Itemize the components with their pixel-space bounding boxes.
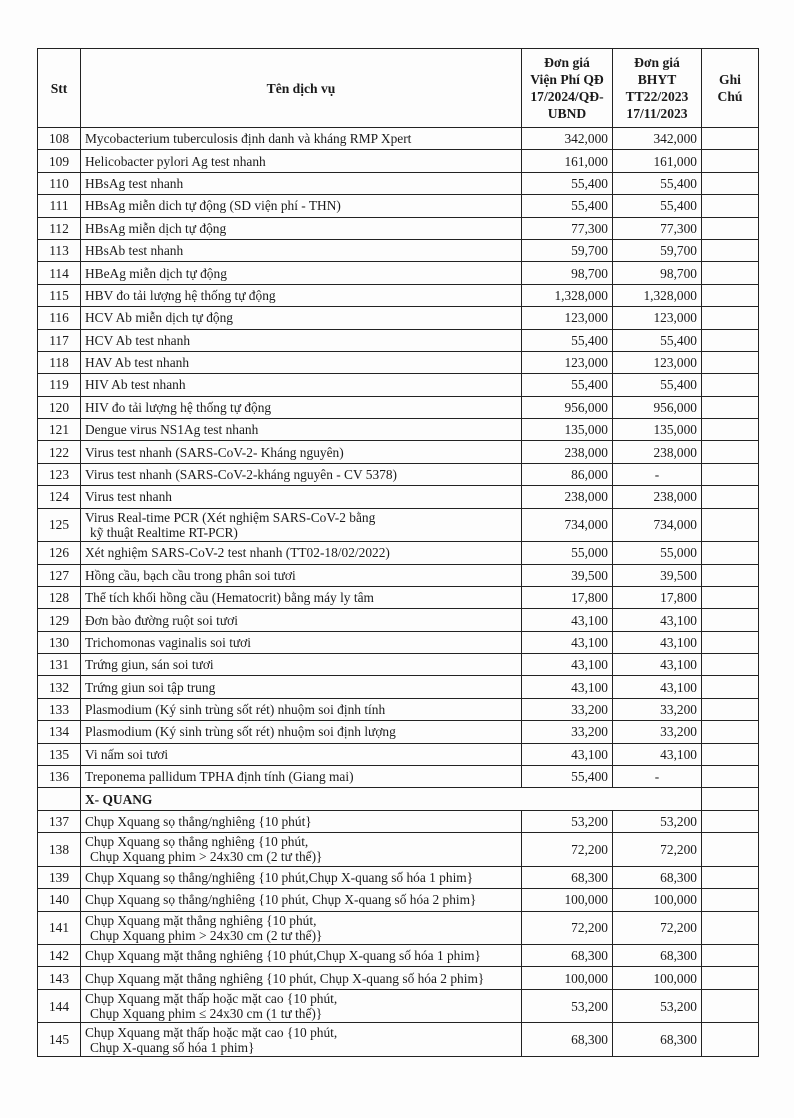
row-note [702, 217, 759, 239]
row-note [702, 351, 759, 373]
row-service-name [81, 743, 522, 765]
row-price-vienphi: 55,400 [522, 766, 613, 788]
row-note [702, 676, 759, 698]
row-note [702, 609, 759, 631]
row-service-name [81, 609, 522, 631]
row-price-bhyt: 734,000 [613, 508, 702, 542]
row-price-vienphi: 55,400 [522, 329, 613, 351]
row-price-vienphi: 55,000 [522, 542, 613, 564]
table-row [38, 172, 759, 194]
row-price-bhyt: 53,200 [613, 810, 702, 832]
row-service-name [81, 374, 522, 396]
row-stt: 119 [38, 374, 81, 396]
row-note [702, 262, 759, 284]
service-name-line1: Plasmodium (Ký sinh trùng sốt rét) nhuộm soi định tính [85, 702, 386, 718]
row-service-name [81, 698, 522, 720]
row-service-name [81, 676, 522, 698]
row-price-vienphi: 123,000 [522, 351, 613, 373]
row-note [702, 329, 759, 351]
table-row [38, 743, 759, 765]
row-stt: 129 [38, 609, 81, 631]
service-price-table [37, 48, 759, 1057]
service-name-line1: Mycobacterium tuberculosis định danh và kháng RMP Xpert [85, 131, 412, 147]
row-stt: 144 [38, 989, 81, 1023]
row-stt: 126 [38, 542, 81, 564]
row-price-bhyt: 100,000 [613, 967, 702, 989]
row-note [702, 564, 759, 586]
table-body [38, 128, 759, 1057]
row-service-name [81, 654, 522, 676]
row-note [702, 508, 759, 542]
service-name-line1: Chụp Xquang sọ thẳng/nghiêng {10 phút, Chụp X-quang số hóa 2 phim} [85, 892, 477, 908]
row-stt: 115 [38, 284, 81, 306]
table-row [38, 967, 759, 989]
service-name-line1: Treponema pallidum TPHA định tính (Giang mai) [85, 769, 354, 785]
service-name-line1: Virus test nhanh [85, 489, 172, 505]
row-note [702, 698, 759, 720]
row-stt: 114 [38, 262, 81, 284]
row-price-vienphi: 86,000 [522, 463, 613, 485]
header-line: 17/11/2023 [626, 106, 688, 121]
row-price-vienphi: 123,000 [522, 307, 613, 329]
table-row [38, 374, 759, 396]
service-name-line1: Thể tích khối hồng cầu (Hematocrit) bằng máy ly tâm [85, 590, 374, 606]
row-service-name [81, 396, 522, 418]
service-name-line1: Chụp Xquang mặt thấp hoặc mặt cao {10 phút, [85, 1024, 338, 1040]
table-row [38, 810, 759, 832]
row-price-bhyt: 17,800 [613, 586, 702, 608]
row-service-name [81, 486, 522, 508]
row-stt: 145 [38, 1023, 81, 1057]
table-row [38, 676, 759, 698]
row-price-vienphi: 68,300 [522, 866, 613, 888]
service-name-line1: HCV Ab test nhanh [85, 332, 191, 348]
row-price-vienphi: 72,200 [522, 833, 613, 867]
row-price-bhyt: 33,200 [613, 698, 702, 720]
row-price-bhyt: 98,700 [613, 262, 702, 284]
table-row [38, 284, 759, 306]
row-price-bhyt: 55,000 [613, 542, 702, 564]
service-name-line1: HIV đo tải lượng hệ thống tự động [85, 399, 272, 415]
service-name-line1: Đơn bào đường ruột soi tươi [85, 612, 238, 628]
row-price-bhyt: 43,100 [613, 743, 702, 765]
row-service-name [81, 351, 522, 373]
row-service-name [81, 128, 522, 150]
row-stt: 138 [38, 833, 81, 867]
row-price-bhyt: 43,100 [613, 609, 702, 631]
row-stt: 110 [38, 172, 81, 194]
row-service-name [81, 631, 522, 653]
row-note [702, 866, 759, 888]
table-row [38, 239, 759, 261]
row-price-bhyt: 55,400 [613, 374, 702, 396]
table-row [38, 217, 759, 239]
row-note [702, 989, 759, 1023]
row-stt: 120 [38, 396, 81, 418]
service-name-line2: Chụp Xquang phim > 24x30 cm (2 tư thế)} [90, 849, 323, 865]
row-stt: 123 [38, 463, 81, 485]
row-service-name [81, 967, 522, 989]
row-service-name [81, 195, 522, 217]
service-name-line1: HBeAg miễn dịch tự động [85, 265, 227, 281]
table-row [38, 262, 759, 284]
row-price-bhyt: 238,000 [613, 486, 702, 508]
table-header-row [38, 49, 759, 128]
header-line: BHYT [637, 72, 677, 87]
row-price-bhyt: 53,200 [613, 989, 702, 1023]
row-price-vienphi: 68,300 [522, 945, 613, 967]
row-stt: 118 [38, 351, 81, 373]
service-name-line1: HIV Ab test nhanh [85, 377, 186, 393]
service-name-line2: Chụp X-quang số hóa 1 phim} [90, 1039, 255, 1055]
row-price-bhyt: 123,000 [613, 351, 702, 373]
table-row [38, 564, 759, 586]
row-stt: 108 [38, 128, 81, 150]
header-price-bhyt [613, 49, 702, 128]
row-price-bhyt: 55,400 [613, 172, 702, 194]
row-note [702, 833, 759, 867]
table-row [38, 128, 759, 150]
row-note [702, 307, 759, 329]
row-price-vienphi: 59,700 [522, 239, 613, 261]
row-price-bhyt: - [613, 766, 702, 788]
row-stt: 116 [38, 307, 81, 329]
section-title: X- QUANG [81, 788, 702, 810]
row-note [702, 631, 759, 653]
row-note [702, 967, 759, 989]
row-price-vienphi: 39,500 [522, 564, 613, 586]
header-note [702, 49, 759, 128]
row-stt: 134 [38, 721, 81, 743]
row-stt: 113 [38, 239, 81, 261]
table-row [38, 698, 759, 720]
row-stt: 141 [38, 911, 81, 945]
service-name-line1: HBsAb test nhanh [85, 243, 184, 259]
row-service-name [81, 911, 522, 945]
header-line: Viện Phí QĐ [530, 72, 604, 87]
service-name-line1: Chụp Xquang mặt thẳng nghiêng {10 phút,Chụp X-quang số hóa 1 phim} [85, 948, 481, 964]
row-stt: 112 [38, 217, 81, 239]
table-row [38, 866, 759, 888]
row-price-bhyt: 72,200 [613, 911, 702, 945]
row-stt: 124 [38, 486, 81, 508]
header-line: 17/2024/QĐ- [530, 89, 604, 104]
row-price-vienphi: 956,000 [522, 396, 613, 418]
service-name-line1: HCV Ab miễn dịch tự động [85, 310, 233, 326]
row-price-bhyt: 135,000 [613, 419, 702, 441]
row-stt: 132 [38, 676, 81, 698]
row-note [702, 810, 759, 832]
row-service-name [81, 262, 522, 284]
row-stt: 130 [38, 631, 81, 653]
table-row [38, 766, 759, 788]
service-name-line1: Chụp Xquang sọ thẳng/nghiêng {10 phút} [85, 814, 312, 830]
row-price-bhyt: 55,400 [613, 329, 702, 351]
row-price-bhyt: 68,300 [613, 1023, 702, 1057]
row-price-bhyt: 43,100 [613, 676, 702, 698]
row-price-vienphi: 43,100 [522, 609, 613, 631]
header-price-vienphi [522, 49, 613, 128]
row-price-vienphi: 55,400 [522, 172, 613, 194]
row-price-vienphi: 43,100 [522, 676, 613, 698]
row-note [702, 743, 759, 765]
row-price-bhyt: 238,000 [613, 441, 702, 463]
table-row [38, 419, 759, 441]
table-row [38, 486, 759, 508]
row-stt: 136 [38, 766, 81, 788]
row-price-vienphi: 238,000 [522, 441, 613, 463]
row-note [702, 486, 759, 508]
row-price-bhyt: 342,000 [613, 128, 702, 150]
row-price-bhyt: 43,100 [613, 631, 702, 653]
row-price-vienphi: 100,000 [522, 967, 613, 989]
service-name-line1: Dengue virus NS1Ag test nhanh [85, 422, 259, 438]
row-note [702, 654, 759, 676]
table-row [38, 654, 759, 676]
table-row [38, 911, 759, 945]
row-stt: 140 [38, 889, 81, 911]
row-note [702, 889, 759, 911]
row-stt: 135 [38, 743, 81, 765]
row-service-name [81, 889, 522, 911]
row-service-name [81, 172, 522, 194]
row-service-name [81, 329, 522, 351]
row-service-name [81, 866, 522, 888]
service-name-line1: Chụp Xquang sọ thẳng/nghiêng {10 phút,Chụp X-quang số hóa 1 phim} [85, 869, 474, 885]
row-service-name [81, 810, 522, 832]
row-service-name [81, 721, 522, 743]
row-note [702, 1023, 759, 1057]
row-note [702, 172, 759, 194]
row-service-name [81, 419, 522, 441]
service-name-line1: Helicobacter pylori Ag test nhanh [85, 153, 266, 169]
row-price-bhyt: 59,700 [613, 239, 702, 261]
service-name-line1: Chụp Xquang mặt thẳng nghiêng {10 phút, Chụp X-quang số hóa 2 phim} [85, 970, 485, 986]
table-row [38, 989, 759, 1023]
row-stt: 125 [38, 508, 81, 542]
service-name-line1: Trứng giun soi tập trung [85, 679, 216, 695]
row-price-bhyt: 72,200 [613, 833, 702, 867]
service-name-line1: Trứng giun, sán soi tươi [85, 657, 214, 673]
service-name-line2: Chụp Xquang phim ≤ 24x30 cm (1 tư thế)} [90, 1006, 323, 1022]
header-line: Đơn giá [544, 55, 590, 70]
row-service-name [81, 766, 522, 788]
row-stt: 131 [38, 654, 81, 676]
row-price-vienphi: 55,400 [522, 374, 613, 396]
section-note-empty [702, 788, 759, 810]
row-price-bhyt: 55,400 [613, 195, 702, 217]
row-price-vienphi: 17,800 [522, 586, 613, 608]
header-line: TT22/2023 [625, 89, 689, 104]
row-price-vienphi: 342,000 [522, 128, 613, 150]
row-price-vienphi: 53,200 [522, 810, 613, 832]
row-service-name [81, 508, 522, 542]
row-note [702, 284, 759, 306]
row-price-bhyt: 123,000 [613, 307, 702, 329]
row-service-name [81, 239, 522, 261]
service-name-line1: HAV Ab test nhanh [85, 355, 190, 371]
row-note [702, 419, 759, 441]
row-note [702, 945, 759, 967]
row-service-name [81, 1023, 522, 1057]
header-line: Chú [717, 89, 743, 104]
row-price-bhyt: 43,100 [613, 654, 702, 676]
row-price-vienphi: 1,328,000 [522, 284, 613, 306]
row-price-bhyt: 68,300 [613, 945, 702, 967]
table-row [38, 195, 759, 217]
service-name-line1: Virus test nhanh (SARS-CoV-2- Kháng nguyên) [85, 444, 344, 460]
row-stt: 109 [38, 150, 81, 172]
row-price-bhyt: 77,300 [613, 217, 702, 239]
row-stt: 137 [38, 810, 81, 832]
row-note [702, 441, 759, 463]
service-name-line1: Chụp Xquang mặt thẳng nghiêng {10 phút, [85, 912, 317, 928]
service-name-line1: Chụp Xquang mặt thấp hoặc mặt cao {10 phút, [85, 991, 338, 1007]
service-name-line1: HBsAg miễn dịch tự động [85, 220, 227, 236]
table-row [38, 542, 759, 564]
table-row [38, 463, 759, 485]
row-price-bhyt: 956,000 [613, 396, 702, 418]
row-note [702, 396, 759, 418]
row-price-vienphi: 77,300 [522, 217, 613, 239]
row-note [702, 374, 759, 396]
service-name-line1: Trichomonas vaginalis soi tươi [85, 634, 251, 650]
row-price-vienphi: 734,000 [522, 508, 613, 542]
header-line: UBND [547, 106, 587, 121]
row-price-vienphi: 43,100 [522, 654, 613, 676]
row-price-bhyt: 33,200 [613, 721, 702, 743]
service-name-line1: HBsAg test nhanh [85, 175, 184, 191]
row-note [702, 195, 759, 217]
table-row [38, 150, 759, 172]
row-note [702, 239, 759, 261]
header-service-name: Tên dịch vụ [81, 49, 522, 128]
row-service-name [81, 989, 522, 1023]
row-stt: 139 [38, 866, 81, 888]
table-row [38, 307, 759, 329]
service-name-line1: Vi nấm soi tươi [85, 746, 169, 762]
row-price-vienphi: 33,200 [522, 721, 613, 743]
row-note [702, 128, 759, 150]
table-row [38, 351, 759, 373]
row-note [702, 463, 759, 485]
row-price-bhyt: 1,328,000 [613, 284, 702, 306]
row-service-name [81, 217, 522, 239]
row-price-vienphi: 161,000 [522, 150, 613, 172]
row-note [702, 911, 759, 945]
table-row [38, 631, 759, 653]
service-name-line2: kỹ thuật Realtime RT-PCR) [90, 524, 238, 540]
row-note [702, 721, 759, 743]
row-note [702, 586, 759, 608]
row-service-name [81, 463, 522, 485]
row-service-name [81, 564, 522, 586]
table-row [38, 329, 759, 351]
table-row [38, 889, 759, 911]
row-price-vienphi: 55,400 [522, 195, 613, 217]
row-price-vienphi: 68,300 [522, 1023, 613, 1057]
service-name-line1: Hồng cầu, bạch cầu trong phân soi tươi [85, 567, 296, 583]
table-row [38, 396, 759, 418]
row-service-name [81, 150, 522, 172]
header-line: Đơn giá [634, 55, 680, 70]
service-name-line2: Chụp Xquang phim > 24x30 cm (2 tư thế)} [90, 927, 323, 943]
row-note [702, 150, 759, 172]
row-service-name [81, 542, 522, 564]
row-stt: 111 [38, 195, 81, 217]
row-stt: 127 [38, 564, 81, 586]
section-stt-empty [38, 788, 81, 810]
row-service-name [81, 586, 522, 608]
row-price-vienphi: 100,000 [522, 889, 613, 911]
row-stt: 143 [38, 967, 81, 989]
row-stt: 128 [38, 586, 81, 608]
row-price-vienphi: 33,200 [522, 698, 613, 720]
table-row [38, 508, 759, 542]
table-row [38, 945, 759, 967]
table-row [38, 1023, 759, 1057]
service-name-line1: Virus test nhanh (SARS-CoV-2-kháng nguyên - CV 5378) [85, 467, 398, 483]
table-row [38, 721, 759, 743]
row-price-bhyt: 39,500 [613, 564, 702, 586]
row-service-name [81, 284, 522, 306]
service-name-line1: HBV đo tải lượng hệ thống tự động [85, 287, 276, 303]
header-line: Ghi [719, 72, 741, 87]
table-row [38, 833, 759, 867]
row-price-vienphi: 53,200 [522, 989, 613, 1023]
header-stt: Stt [38, 49, 81, 128]
service-name-line1: HBsAg miễn dich tự động (SD viện phí - THN) [85, 198, 341, 214]
row-stt: 121 [38, 419, 81, 441]
row-stt: 133 [38, 698, 81, 720]
table-row [38, 609, 759, 631]
row-price-vienphi: 238,000 [522, 486, 613, 508]
row-price-vienphi: 43,100 [522, 743, 613, 765]
row-price-vienphi: 98,700 [522, 262, 613, 284]
section-row-xquang [38, 788, 759, 810]
row-note [702, 766, 759, 788]
row-service-name [81, 307, 522, 329]
table-row [38, 586, 759, 608]
row-stt: 142 [38, 945, 81, 967]
row-service-name [81, 441, 522, 463]
row-price-bhyt: - [613, 463, 702, 485]
row-price-bhyt: 161,000 [613, 150, 702, 172]
table-row [38, 441, 759, 463]
row-price-bhyt: 68,300 [613, 866, 702, 888]
service-name-line1: Virus Real-time PCR (Xét nghiệm SARS-CoV-2 bằng [85, 509, 376, 525]
row-service-name [81, 945, 522, 967]
service-name-line1: Plasmodium (Ký sinh trùng sốt rét) nhuộm soi định lượng [85, 724, 396, 740]
service-name-line1: Chụp Xquang sọ thẳng nghiêng {10 phút, [85, 834, 309, 850]
row-price-vienphi: 135,000 [522, 419, 613, 441]
row-stt: 117 [38, 329, 81, 351]
row-price-vienphi: 72,200 [522, 911, 613, 945]
row-price-vienphi: 43,100 [522, 631, 613, 653]
row-price-bhyt: 100,000 [613, 889, 702, 911]
row-note [702, 542, 759, 564]
row-service-name [81, 833, 522, 867]
service-name-line1: Xét nghiệm SARS-CoV-2 test nhanh (TT02-18/02/2022) [85, 545, 390, 561]
row-stt: 122 [38, 441, 81, 463]
